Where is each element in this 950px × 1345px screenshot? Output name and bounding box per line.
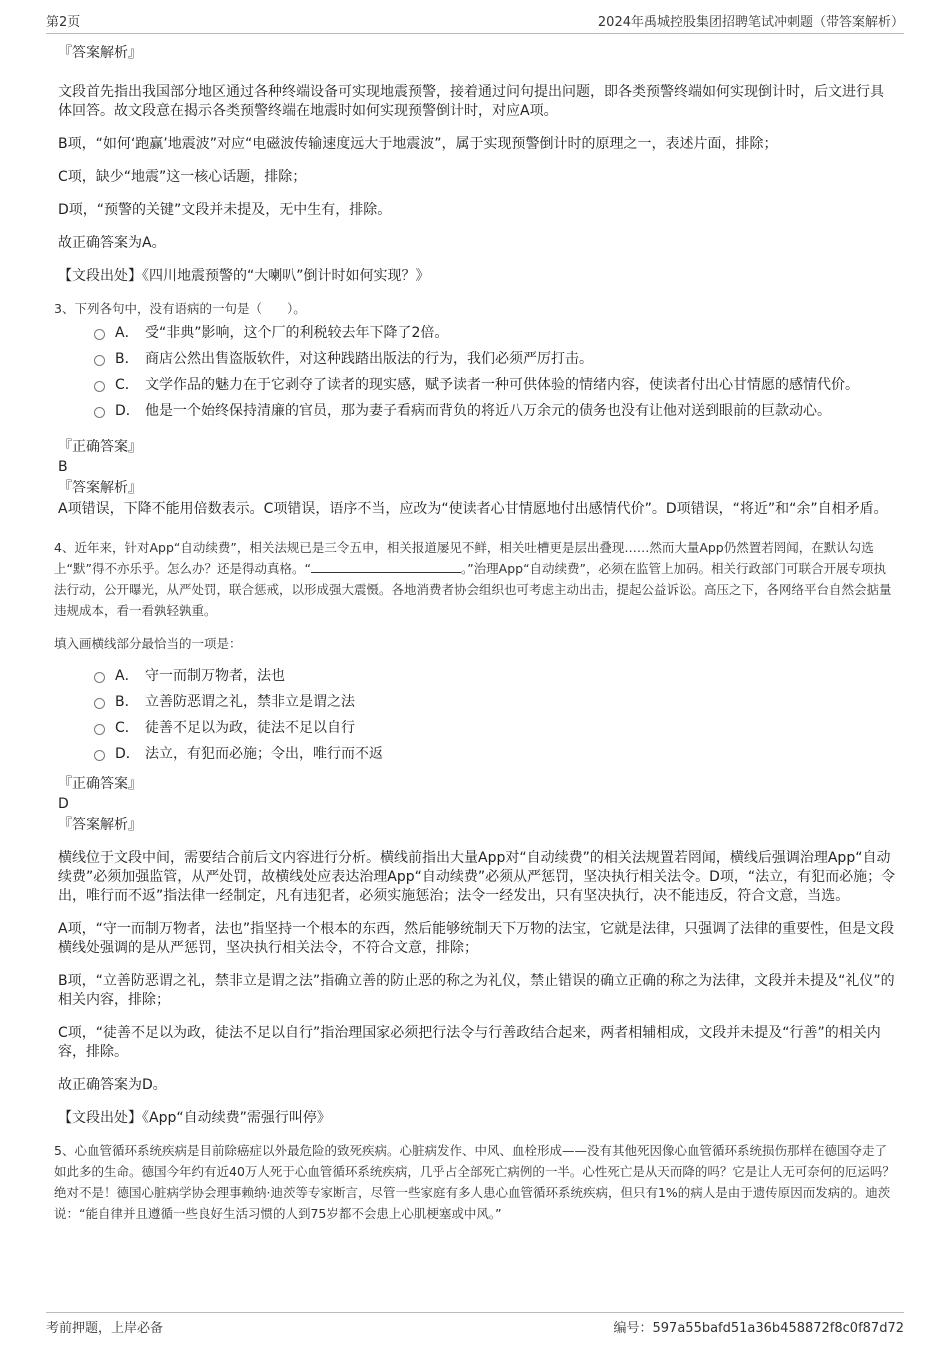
q4-options — [94, 666, 896, 765]
radio-icon[interactable] — [94, 329, 105, 340]
q4-option-a[interactable]: A． 守一而制万物者，法也 — [94, 666, 896, 687]
radio-icon[interactable] — [94, 750, 105, 761]
radio-icon[interactable] — [94, 698, 105, 709]
q3-analysis: A项错误，下降不能用倍数表示。C项错误，语序不当，应改为“使读者心甘情愿地付出感情代价”。D项错误，“将近”和“余”自相矛盾。 — [58, 501, 888, 517]
q2-analysis-label: 『答案解析』 — [58, 45, 142, 61]
radio-icon[interactable] — [94, 355, 105, 366]
document-code: 编号：597a55bafd51a36b458872f8c0f87d72 — [613, 1320, 904, 1336]
radio-icon[interactable] — [94, 381, 105, 392]
q3-stem: 3、下列各句中，没有语病的一句是（ ）。 — [54, 301, 306, 316]
q4-option-b[interactable]: B． 立善防恶谓之礼，禁非立是谓之法 — [94, 692, 896, 713]
radio-icon[interactable] — [94, 672, 105, 683]
q4-analysis-para2: A项，“守一而制万物者，法也”指坚持一个根本的东西，然后能够统制天下万物的法宝，它就是法律，只强调了法律的重要性，但是文段横线处强调的是从严惩罚，坚决执行相关法令，不符合文意，排除； — [58, 921, 895, 956]
page-number: 第2页 — [46, 14, 81, 30]
q4-correct-label: 『正确答案』 — [58, 776, 142, 792]
footer-slogan: 考前押题，上岸必备 — [46, 1320, 164, 1336]
radio-icon[interactable] — [94, 724, 105, 735]
q4-correct-answer: D — [58, 796, 69, 812]
page-header — [46, 10, 904, 34]
q4-analysis-para4: C项，“徒善不足以为政，徒法不足以自行”指治理国家必须把行法令与行善政结合起来，两者相辅相成，文段并未提及“行善”的相关内容，排除。 — [58, 1025, 881, 1060]
q4-analysis-label: 『答案解析』 — [58, 817, 142, 833]
q4-analysis-para3: B项，“立善防恶谓之礼，禁非立是谓之法”指确立善的防止恶的称之为礼仪，禁止错误的确立正确的称之为法律，文段并未提及“礼仪”的相关内容，排除； — [58, 973, 895, 1008]
q3-option-b[interactable]: B． 商店公然出售盗版软件，对这种践踏出版法的行为，我们必须严厉打击。 — [94, 349, 896, 370]
q4-analysis-para1: 横线位于文段中间，需要结合前后文内容进行分析。横线前指出大量App对“自动续费”的相关法规置若罔闻，横线后强调治理App“自动续费”必须加强监管，从严处罚，故横线处应表达治理App“自动续费”必须从严惩罚，坚决执行相关法令。D项，“法立，有犯而必施；令出，唯行而不返”指法律一经制定，凡有违犯者，必须实施惩治；法令一经发出，只有坚决执行，决不能违反，符合文意，当选。 — [58, 850, 896, 904]
page-footer — [46, 1312, 904, 1336]
q2-analysis-para1: 文段首先指出我国部分地区通过各种终端设备可实现地震预警，接着通过问句提出问题，即各类预警终端如何实现倒计时，后文进行具体回答。故文段意在揭示各类预警终端在地震时如何实现预警倒计时，对应A项。 — [58, 84, 884, 119]
q3-options — [94, 323, 896, 422]
q4-prompt: 填入画横线部分最恰当的一项是： — [54, 636, 242, 651]
q5-stem: 5、心血管循环系统疾病是目前除癌症以外最危险的致死疾病。心脏病发作、中风、血栓形成——没有其他死因像心血管循环系统损伤那样在德国夺走了如此多的生命。德国今年约有近40万人死于心血管循环系统疾病，几乎占全部死亡病例的一半。心性死亡是从天而降的吗？它是让人无可奈何的厄运吗？绝对不是！德国心脏病学协会理事赖纳·迪茨等专家断言，尽管一些家庭有多人患心血管循环系统疾病，但只有1%的病人是由于遗传原因而发病的。迪茨说：“能自律并且遵循一些良好生活习惯的人到75岁都不会患上心肌梗塞或中风。” — [54, 1143, 895, 1221]
fill-blank — [311, 560, 461, 573]
q2-analysis-para4: D项，“预警的关键”文段并未提及，无中生有，排除。 — [58, 202, 392, 218]
q4-option-d[interactable]: D． 法立，有犯而必施；令出，唯行而不返 — [94, 744, 896, 765]
q2-analysis-para2: B项，“如何‘跑赢’地震波”对应“电磁波传输速度远大于地震波”，属于实现预警倒计时的原理之一，表述片面，排除； — [58, 136, 778, 152]
q3-option-d[interactable]: D． 他是一个始终保持清廉的官员，那为妻子看病而背负的将近八万余元的债务也没有让他对送到眼前的巨款动心。 — [94, 401, 896, 422]
q4-option-c[interactable]: C． 徒善不足以为政，徒法不足以自行 — [94, 718, 896, 739]
q3-option-c[interactable]: C． 文学作品的魅力在于它剥夺了读者的现实感，赋予读者一种可供体验的情绪内容，使读者付出心甘情愿的感情代价。 — [94, 375, 896, 396]
q3-correct-answer: B — [58, 459, 68, 475]
document-title: 2024年禹城控股集团招聘笔试冲刺题（带答案解析） — [597, 14, 904, 30]
main-content — [54, 44, 896, 1236]
q2-analysis-para3: C项，缺少“地震”这一核心话题，排除； — [58, 169, 307, 185]
q3-option-a[interactable]: A． 受“非典”影响，这个厂的利税较去年下降了2倍。 — [94, 323, 896, 344]
q2-source: 【文段出处】《四川地震预警的“大喇叭”倒计时如何实现？》 — [58, 268, 430, 284]
q4-conclusion: 故正确答案为D。 — [58, 1077, 167, 1093]
q3-analysis-label: 『答案解析』 — [58, 480, 142, 496]
q4-stem: 4、近年来，针对App“自动续费”，相关法规已是三令五申，相关报道屡见不鲜，相关吐槽更是层出叠现……然而大量App仍然置若罔闻，在默认勾选上“默”得不亦乐乎。怎么办？还是得动真格。“ 。”治理App“自动续费”，必须在监管上加码。相关行政部门可联合开展专项执法行动，公开曝光，从严处罚，联合惩戒，以形成强大震慑。各地消费者协会组织也可考虑主动出击，提起公益诉讼。高压之下，各网络平台自然会掂量违规成本，看一看孰轻孰重。 — [54, 540, 892, 618]
q2-conclusion: 故正确答案为A。 — [58, 235, 166, 251]
radio-icon[interactable] — [94, 407, 105, 418]
q4-source: 【文段出处】《App“自动续费”需强行叫停》 — [58, 1110, 331, 1126]
q3-correct-label: 『正确答案』 — [58, 439, 142, 455]
